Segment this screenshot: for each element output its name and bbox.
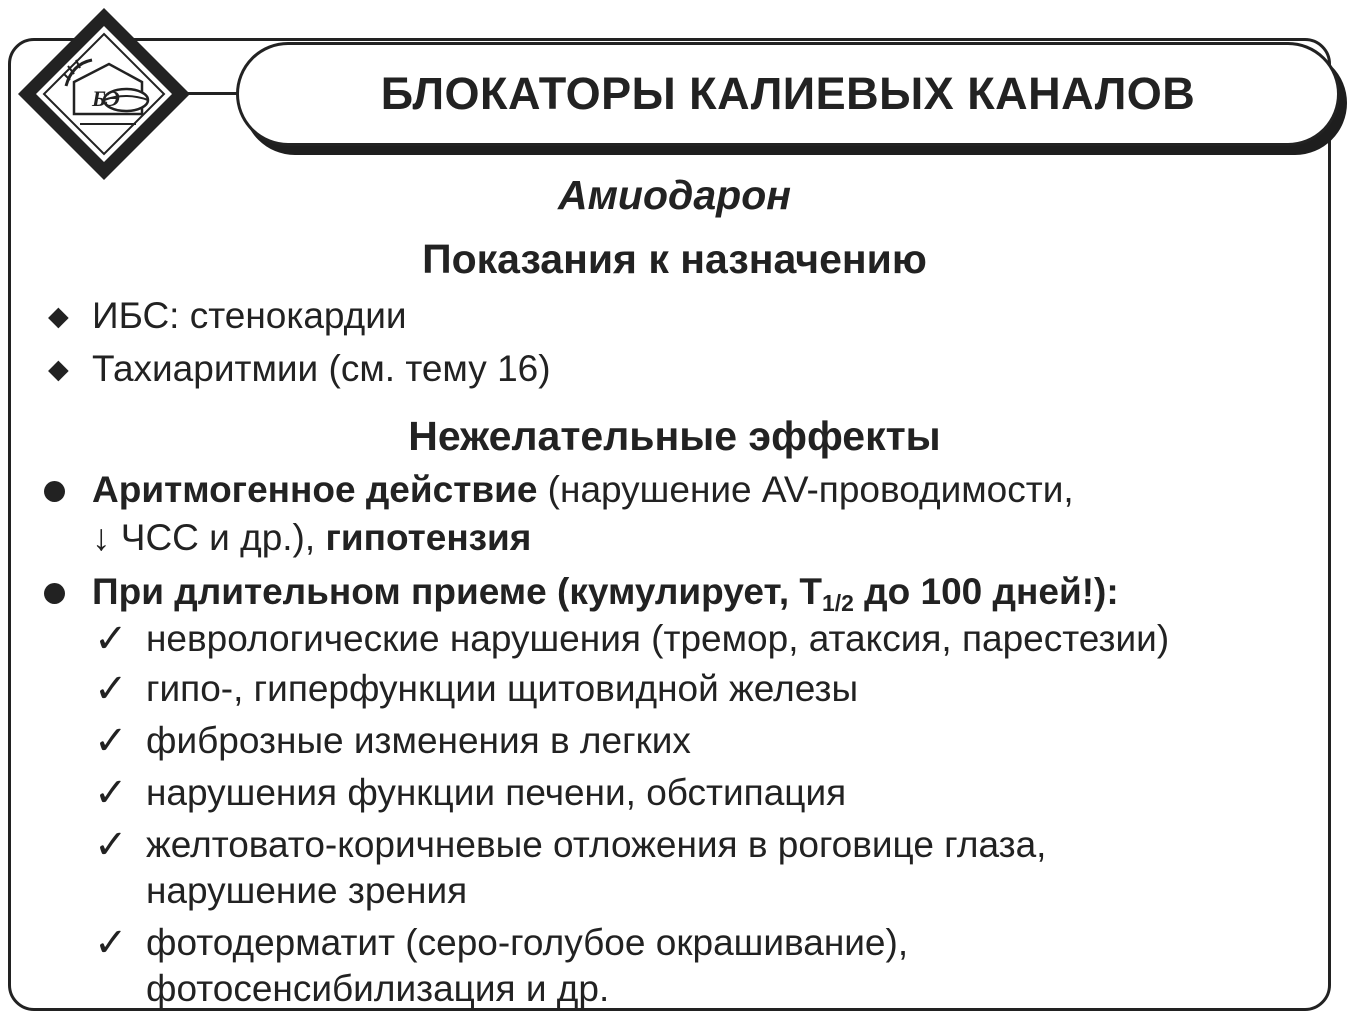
checkmark-icon: ✓ bbox=[94, 617, 128, 661]
long-term-prefix: При длительном приеме (кумулирует, Т bbox=[92, 571, 822, 612]
checkmark-icon: ✓ bbox=[94, 921, 128, 965]
check-item: неврологические нарушения (тремор, атаксия, парестезии) bbox=[146, 618, 1170, 659]
effect-item-arrhythmogenic bbox=[92, 465, 1074, 515]
check-item-cont: нарушение зрения bbox=[146, 870, 468, 911]
effect-text: (нарушение AV-проводимости, bbox=[537, 469, 1074, 510]
diamond-bullet-icon: ◆ bbox=[48, 354, 69, 384]
svg-text:БЭ: БЭ bbox=[92, 86, 120, 111]
check-item: фотодерматит (серо-голубое окрашивание), bbox=[146, 922, 909, 963]
indication-item: Тахиаритмии (см. тему 16) bbox=[92, 348, 551, 389]
dot-bullet-icon bbox=[44, 583, 65, 604]
check-item: нарушения функции печени, обстипация bbox=[146, 772, 847, 813]
long-term-suffix: до 100 дней!): bbox=[853, 571, 1119, 612]
check-item-cont: фотосенсибилизация и др. bbox=[146, 968, 610, 1009]
down-arrow-icon: ↓ bbox=[92, 517, 111, 558]
effects-heading: Нежелательные эффекты bbox=[408, 413, 941, 459]
page-title: БЛОКАТОРЫ КАЛИЕВЫХ КАНАЛОВ bbox=[380, 68, 1196, 119]
check-item: фиброзные изменения в легких bbox=[146, 720, 691, 761]
indications-heading: Показания к назначению bbox=[422, 236, 927, 282]
check-item: гипо-, гиперфункции щитовидной железы bbox=[146, 668, 859, 709]
logo bbox=[14, 4, 194, 184]
title-box bbox=[236, 42, 1340, 146]
drug-name: Амиодарон bbox=[557, 172, 792, 218]
effect-item-arrhythmogenic-cont bbox=[92, 513, 531, 563]
effect-bold-text: Аритмогенное действие bbox=[92, 469, 538, 510]
checkmark-icon: ✓ bbox=[94, 667, 128, 711]
effect-text: ЧСС и др.), bbox=[110, 517, 326, 558]
check-item: желтовато-коричневые отложения в роговице глаза, bbox=[146, 824, 1047, 865]
diamond-bullet-icon: ◆ bbox=[48, 301, 69, 331]
indication-item: ИБС: стенокардии bbox=[92, 295, 407, 336]
checkmark-icon: ✓ bbox=[94, 771, 128, 815]
effect-bold-text: гипотензия bbox=[325, 517, 532, 558]
checkmark-icon: ✓ bbox=[94, 719, 128, 763]
half-life-subscript: 1/2 bbox=[821, 589, 854, 616]
checkmark-icon: ✓ bbox=[94, 823, 128, 867]
dot-bullet-icon bbox=[44, 481, 65, 502]
